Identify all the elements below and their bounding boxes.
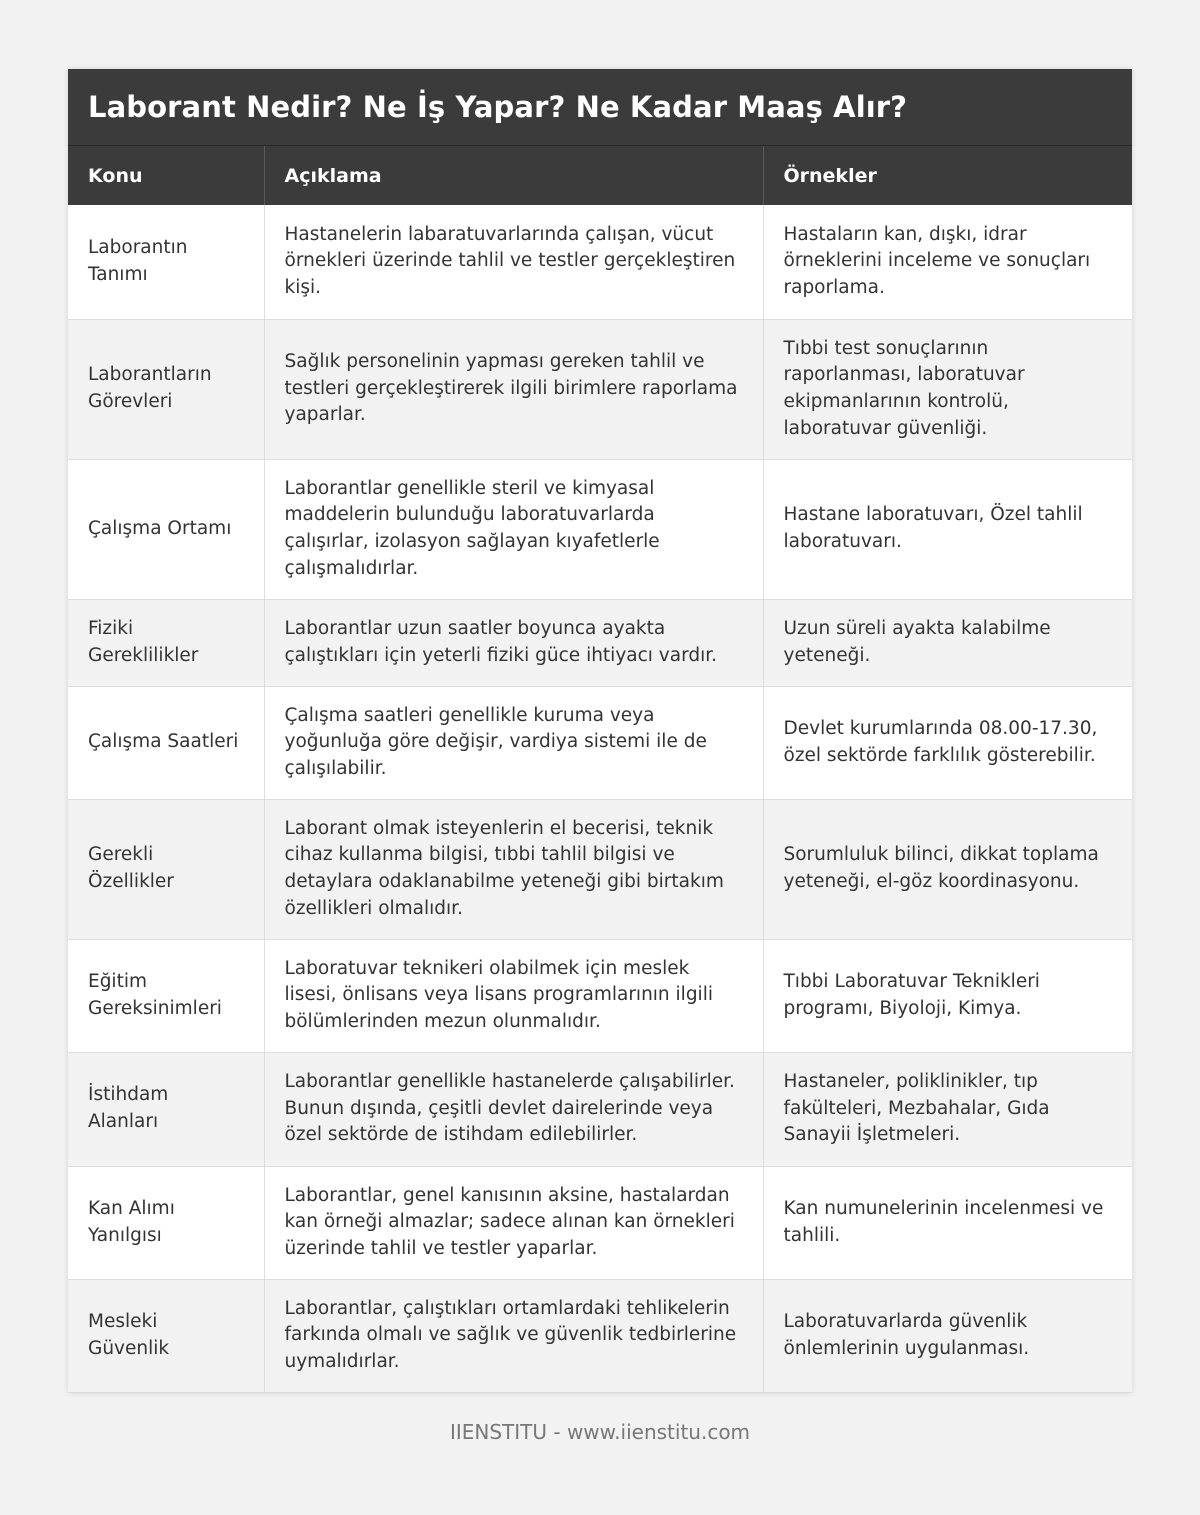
table-row xyxy=(68,319,1132,459)
description-cell: Laboratuvar teknikeri olabilmek için meslek lisesi, önlisans veya lisans programlarının ilgili bölümlerinden mezun olunmalıdır. xyxy=(264,939,763,1052)
table-title: Laborant Nedir? Ne İş Yapar? Ne Kadar Maaş Alır? xyxy=(68,69,1132,146)
table-row xyxy=(68,1052,1132,1166)
examples-cell: Kan numunelerinin incelenmesi ve tahlili. xyxy=(763,1166,1132,1279)
examples-cell: Tıbbi Laboratuvar Teknikleri programı, Biyoloji, Kimya. xyxy=(763,939,1132,1052)
description-cell: Laborantlar genellikle steril ve kimyasal maddelerin bulunduğu laboratuvarlarda çalışırlar, izolasyon sağlayan kıyafetlerle çalışmalıdırlar. xyxy=(264,459,763,599)
examples-cell: Sorumluluk bilinci, dikkat toplama yeteneği, el-göz koordinasyonu. xyxy=(763,799,1132,939)
table-row xyxy=(68,1166,1132,1279)
footer-credit: IIENSTITU - www.iienstitu.com xyxy=(449,1420,751,1444)
description-cell: Laborantlar, çalıştıkları ortamlardaki tehlikelerin farkında olmalı ve sağlık ve güvenlik tedbirlerine uymalıdırlar. xyxy=(264,1279,763,1392)
description-cell: Hastanelerin labaratuvarlarında çalışan, vücut örnekleri üzerinde tahlil ve testler gerçekleştiren kişi. xyxy=(264,205,763,319)
description-cell: Sağlık personelinin yapması gereken tahlil ve testleri gerçekleştirerek ilgili birimlere raporlama yaparlar. xyxy=(264,319,763,459)
examples-cell: Hastaneler, poliklinikler, tıp fakülteleri, Mezbahalar, Gıda Sanayii İşletmeleri. xyxy=(763,1052,1132,1166)
table-row xyxy=(68,799,1132,939)
examples-cell: Tıbbi test sonuçlarının raporlanması, laboratuvar ekipmanlarının kontrolü, laboratuvar güvenliği. xyxy=(763,319,1132,459)
topic-cell: Çalışma Saatleri xyxy=(68,686,264,799)
description-cell: Laborant olmak isteyenlerin el becerisi, teknik cihaz kullanma bilgisi, tıbbi tahlil bilgisi ve detaylara odaklanabilme yeteneği gibi birtakım özellikleri olmalıdır. xyxy=(264,799,763,939)
examples-cell: Hastaların kan, dışkı, idrar örneklerini inceleme ve sonuçları raporlama. xyxy=(763,205,1132,319)
table-row xyxy=(68,205,1132,319)
header-row xyxy=(68,146,1132,205)
column-header-konu: Konu xyxy=(68,146,264,205)
table-row xyxy=(68,686,1132,799)
column-header-aciklama: Açıklama xyxy=(264,146,763,205)
topic-cell: İstihdam Alanları xyxy=(68,1052,264,1166)
table-row xyxy=(68,599,1132,686)
topic-cell: Gerekli Özellikler xyxy=(68,799,264,939)
table-row xyxy=(68,459,1132,599)
description-cell: Çalışma saatleri genellikle kuruma veya yoğunluğa göre değişir, vardiya sistemi ile de çalışılabilir. xyxy=(264,686,763,799)
info-table xyxy=(68,146,1132,1393)
topic-cell: Laborantların Görevleri xyxy=(68,319,264,459)
description-cell: Laborantlar genellikle hastanelerde çalışabilirler. Bunun dışında, çeşitli devlet dairelerinde veya özel sektörde de istihdam edilebilirler. xyxy=(264,1052,763,1166)
topic-cell: Fiziki Gereklilikler xyxy=(68,599,264,686)
topic-cell: Mesleki Güvenlik xyxy=(68,1279,264,1392)
examples-cell: Uzun süreli ayakta kalabilme yeteneği. xyxy=(763,599,1132,686)
topic-cell: Laborantın Tanımı xyxy=(68,205,264,319)
table-card xyxy=(68,69,1132,1393)
description-cell: Laborantlar uzun saatler boyunca ayakta çalıştıkları için yeterli fiziki güce ihtiyacı vardır. xyxy=(264,599,763,686)
examples-cell: Hastane laboratuvarı, Özel tahlil laboratuvarı. xyxy=(763,459,1132,599)
examples-cell: Devlet kurumlarında 08.00-17.30, özel sektörde farklılık gösterebilir. xyxy=(763,686,1132,799)
description-cell: Laborantlar, genel kanısının aksine, hastalardan kan örneği almazlar; sadece alınan kan örnekleri üzerinde tahlil ve testler yaparlar. xyxy=(264,1166,763,1279)
topic-cell: Eğitim Gereksinimleri xyxy=(68,939,264,1052)
table-row xyxy=(68,939,1132,1052)
column-header-ornekler: Örnekler xyxy=(763,146,1132,205)
examples-cell: Laboratuvarlarda güvenlik önlemlerinin uygulanması. xyxy=(763,1279,1132,1392)
topic-cell: Çalışma Ortamı xyxy=(68,459,264,599)
topic-cell: Kan Alımı Yanılgısı xyxy=(68,1166,264,1279)
table-row xyxy=(68,1279,1132,1392)
